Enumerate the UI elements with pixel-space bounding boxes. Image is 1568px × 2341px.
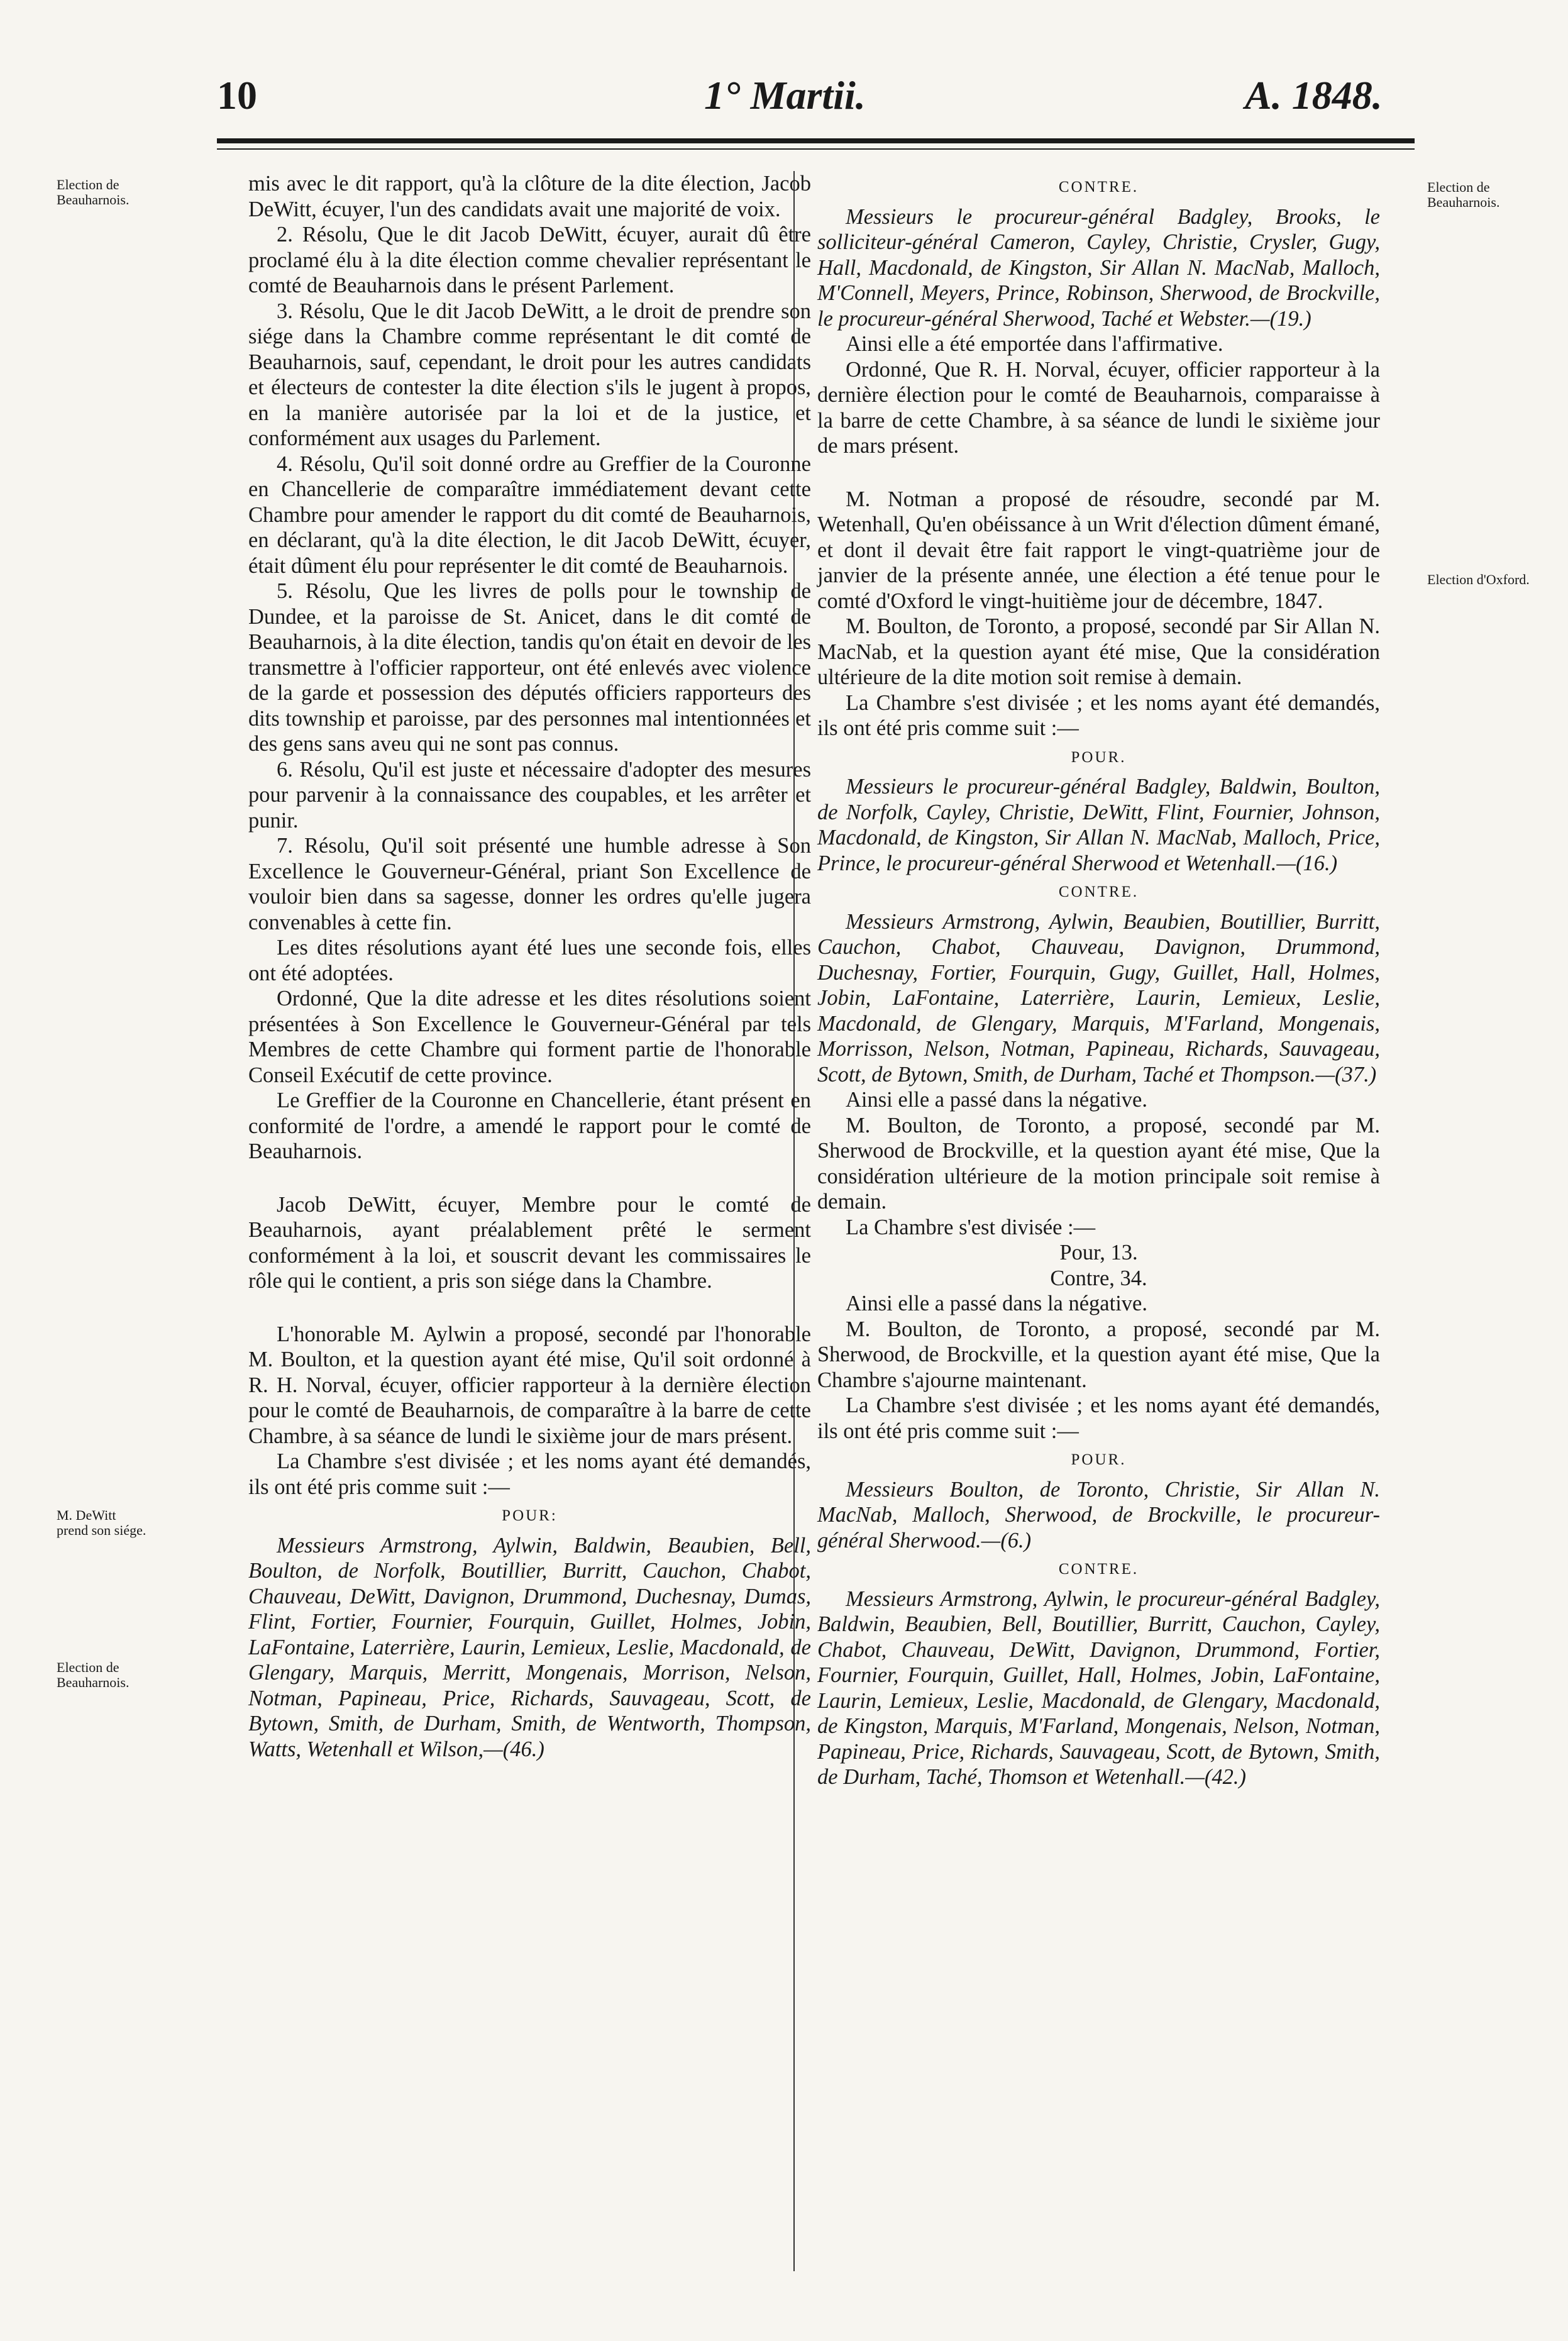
- page-date: 1° Martii.: [704, 73, 866, 118]
- left-column: [248, 171, 811, 1762]
- resolution-4: 4. Résolu, Qu'il soit donné ordre au Greffier de la Couronne en Chancellerie de comparaître immédiatement devant cette Chambre pour amender le rapport du dit comté de Beauharnois, en déclarant, qu'à la dite élection, le dit Jacob DeWitt, écuyer, était dûment élu pour représenter le dit comté de Beauharnois.: [248, 451, 811, 578]
- resolution-2: 2. Résolu, Que le dit Jacob DeWitt, écuyer, aurait dû être proclamé élu à la dite élection comme chevalier représentant le comté de Beauharnois dans le présent Parlement.: [248, 223, 811, 297]
- page-number: 10: [217, 73, 257, 118]
- paragraph: M. Boulton, de Toronto, a proposé, secondé par M. Sherwood de Brockville, et la question ayant été mise, Que la considération ultérieure de la motion principale soit remise à demain.: [817, 1113, 1380, 1214]
- paragraph: M. Boulton, de Toronto, a proposé, secondé par Sir Allan N. MacNab, et la question ayant été mise, Que la considération ultérieure de la dite motion soit remise à demain.: [817, 614, 1380, 689]
- resolution-6: 6. Résolu, Qu'il est juste et nécessaire d'adopter des mesures pour parvenir à la connaissance des coupables, et les arrêter et punir.: [248, 757, 811, 833]
- vote-names-contre: Messieurs le procureur-général Badgley, Brooks, le solliciteur-général Cameron, Cayley, Christie, Crysler, Gugy, Hall, Macdonald, de Kingston, Sir Allan N. MacNab, Malloch, M'Connell, Meyers, Prince, Robinson, Sherwood, de Brockville, le procureur-général Sherwood, Taché et Webster.—(19.): [817, 204, 1380, 331]
- paragraph: La Chambre s'est divisée ; et les noms ayant été demandés, ils ont été pris comme suit :—: [817, 1393, 1380, 1443]
- vote-heading-contre: CONTRE.: [1058, 179, 1139, 196]
- paragraph: M. Boulton, de Toronto, a proposé, secondé par M. Sherwood, de Brockville, et la question ayant été mise, Que la Chambre s'ajourne maintenant.: [817, 1317, 1380, 1392]
- vote-heading-pour: POUR:: [502, 1507, 558, 1524]
- margin-note-left-2: M. DeWitt prend son siége.: [57, 1507, 146, 1538]
- paragraph: Jacob DeWitt, écuyer, Membre pour le comté de Beauharnois, ayant préalablement prêté le serment conformément à la loi, et souscrit devant les commissaires le rôle qui le contient, a pris son siége dans la Chambre.: [248, 1192, 811, 1293]
- paragraph: L'honorable M. Aylwin a proposé, secondé par l'honorable M. Boulton, et la question ayant été mise, Qu'il soit ordonné à R. H. Norval, écuyer, officier rapporteur à la dernière élection pour le comté de Beauharnois, de comparaître à la barre de cette Chambre, à sa séance de lundi le sixième jour de mars présent.: [248, 1322, 811, 1448]
- vote-names-contre: Messieurs Armstrong, Aylwin, Beaubien, Boutillier, Burritt, Cauchon, Chabot, Chauveau, Davignon, Drummond, Duchesnay, Fortier, Fourquin, Gugy, Guillet, Hall, Holmes, Jobin, LaFontaine, Laterrière, Laurin, Lemieux, Leslie, Macdonald, de Glengary, Marquis, M'Farland, Mongenais, Morrisson, Nelson, Notman, Papineau, Richards, Sauvageau, Scott, de Bytown, Smith, de Durham, Taché et Thompson.—(37.): [817, 909, 1380, 1087]
- header-rule-thick: [217, 138, 1415, 143]
- resolution-3: 3. Résolu, Que le dit Jacob DeWitt, a le droit de prendre son siége dans la Chambre comme représentant le dit comté de Beauharnois, sauf, cependant, le droit pour les autres candidats et électeurs de contester la dite élection s'ils le jugent à propos, en la manière autorisée par la loi et de la justice, et conformément aux usages du Parlement.: [248, 299, 811, 450]
- vote-names-pour: Messieurs le procureur-général Badgley, Baldwin, Boulton, de Norfolk, Cayley, Christie, DeWitt, Flint, Fournier, Johnson, Macdonald, de Kingston, Sir Allan N. MacNab, Malloch, Price, Prince, le procureur-général Sherwood et Wetenhall.—(16.): [817, 775, 1380, 875]
- page-year: A. 1848.: [1245, 73, 1383, 118]
- paragraph: Ainsi elle a été emportée dans l'affirmative.: [846, 332, 1223, 356]
- vote-count-contre: Contre, 34.: [1050, 1266, 1147, 1290]
- margin-note-right-2: Election d'Oxford.: [1427, 572, 1530, 587]
- paragraph: La Chambre s'est divisée ; et les noms ayant été demandés, ils ont été pris comme suit :—: [248, 1449, 811, 1499]
- paragraph: M. Notman a proposé de résoudre, secondé par M. Wetenhall, Qu'en obéissance à un Writ d'élection dûment émané, et dont il devait être fait rapport le vingt-quatrième jour de janvier de la présente année, une élection a été tenue pour le comté d'Oxford le vingt-huitième jour de décembre, 1847.: [817, 487, 1380, 613]
- vote-heading-contre: CONTRE.: [1058, 883, 1139, 900]
- paragraph: Le Greffier de la Couronne en Chancellerie, étant présent en conformité de l'ordre, a amendé le rapport pour le comté de Beauharnois.: [248, 1088, 811, 1163]
- paragraph: La Chambre s'est divisée ; et les noms ayant été demandés, ils ont été pris comme suit :—: [817, 690, 1380, 740]
- resolution-7: 7. Résolu, Qu'il soit présenté une humble adresse à Son Excellence le Gouverneur-Général, priant Son Excellence de vouloir bien dans sa sagesse, donner les ordres qu'elle jugera convenables à cette fin.: [248, 834, 811, 934]
- paragraph: Ordonné, Que la dite adresse et les dites résolutions soient présentées à Son Excellence le Gouverneur-Général par tels Membres de cette Chambre qui forment partie de l'honorable Conseil Exécutif de cette province.: [248, 987, 811, 1087]
- vote-heading-contre: CONTRE.: [1058, 1561, 1139, 1578]
- vote-names-pour: Messieurs Boulton, de Toronto, Christie, Sir Allan N. MacNab, Malloch, Sherwood, de Brockville, le procureur-général Sherwood.—(6.): [817, 1477, 1380, 1552]
- vote-names-pour: Messieurs Armstrong, Aylwin, Baldwin, Beaubien, Bell, Boulton, de Norfolk, Boutillier, Burritt, Cauchon, Chabot, Chauveau, DeWitt, Davignon, Drummond, Duchesnay, Dumas, Flint, Fortier, Fournier, Fourquin, Guillet, Holmes, Jobin, LaFontaine, Laterrière, Laurin, Lemieux, Leslie, Macdonald, de Glengary, Marquis, Merritt, Mongenais, Morrison, Nelson, Notman, Papineau, Price, Richards, Sauvageau, Scott, de Bytown, Smith, de Durham, Smith, de Wentworth, Thompson, Watts, Wetenhall et Wilson,—(46.): [248, 1533, 811, 1761]
- paragraph: Les dites résolutions ayant été lues une seconde fois, elles ont été adoptées.: [248, 936, 811, 985]
- paragraph: La Chambre s'est divisée :—: [846, 1215, 1096, 1239]
- vote-count-pour: Pour, 13.: [1059, 1241, 1138, 1265]
- paragraph: Ainsi elle a passé dans la négative.: [846, 1088, 1147, 1112]
- margin-note-left-3: Election de Beauharnois.: [57, 1659, 130, 1690]
- resolution-5: 5. Résolu, Que les livres de polls pour le township de Dundee, et la paroisse de St. Anicet, dans le dit comté de Beauharnois, à la dite élection, tandis qu'on était en devoir de les transmettre à l'officier rapporteur, ont été enlevés avec violence de la garde et possession des députés officiers rapporteurs des dits township et paroisse, par des personnes mal intentionnées et des gens sans aveu qui ne sont pas connus.: [248, 579, 811, 756]
- paragraph: mis avec le dit rapport, qu'à la clôture de la dite élection, Jacob DeWitt, écuyer, l'un des candidats avait une majorité de voix.: [248, 172, 811, 221]
- vote-heading-pour: POUR.: [1071, 748, 1127, 766]
- right-column: [817, 171, 1380, 1790]
- margin-note-right-1: Election de Beauharnois.: [1427, 179, 1500, 210]
- vote-names-contre: Messieurs Armstrong, Aylwin, le procureur-général Badgley, Baldwin, Beaubien, Bell, Boutillier, Burritt, Cauchon, Cayley, Chabot, Chauveau, DeWitt, Davignon, Drummond, Fortier, Fournier, Fourquin, Guillet, Hall, Holmes, Jobin, LaFontaine, Laurin, Lemieux, Leslie, Macdonald, de Glengary, Macdonald, de Kingston, Marquis, M'Farland, Mongenais, Nelson, Notman, Papineau, Price, Richards, Sauvageau, Scott, de Bytown, Smith, de Durham, Taché, Thomson et Wetenhall.—(42.): [817, 1586, 1380, 1789]
- vote-heading-pour: POUR.: [1071, 1451, 1127, 1468]
- paragraph: Ainsi elle a passé dans la négative.: [846, 1292, 1147, 1315]
- header-rule-thin: [217, 148, 1415, 150]
- paragraph: Ordonné, Que R. H. Norval, écuyer, officier rapporteur à la dernière élection pour le comté de Beauharnois, comparaisse à la barre de cette Chambre, à sa séance de lundi le sixième jour de mars présent.: [817, 357, 1380, 458]
- margin-note-left-1: Election de Beauharnois.: [57, 177, 130, 208]
